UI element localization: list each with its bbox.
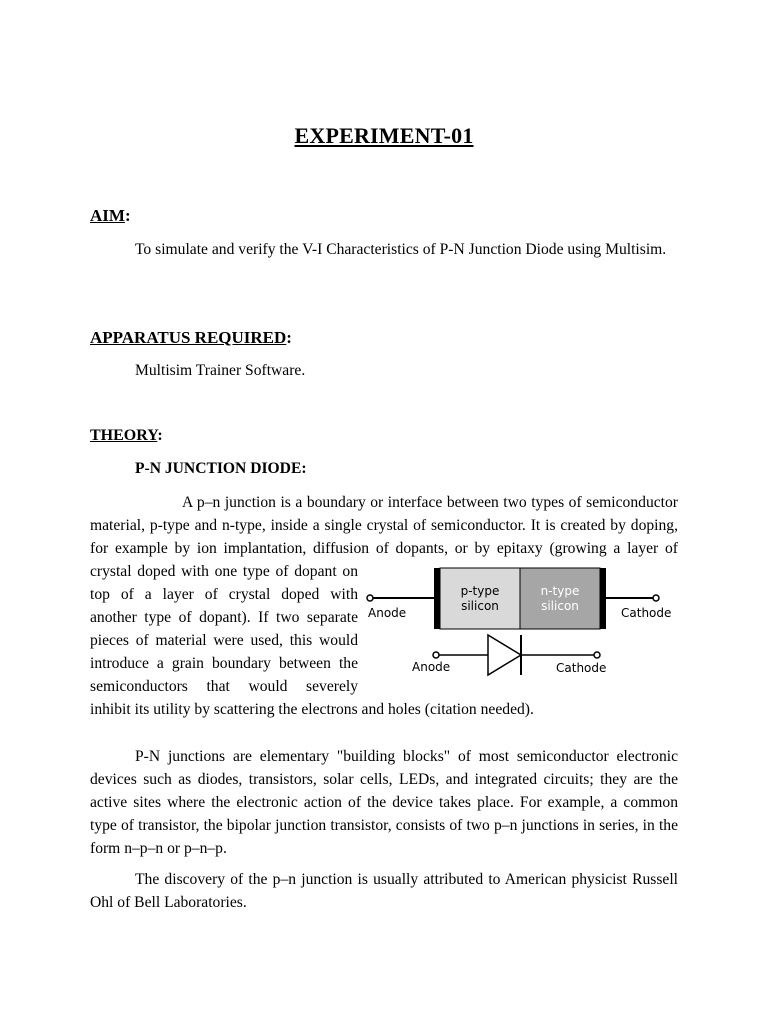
apparatus-heading-text: APPARATUS REQUIRED (90, 328, 287, 347)
pn-junction-diagram (366, 560, 678, 690)
theory-paragraph-1-text: A p–n junction is a boundary or interface between two types of semiconductor material, p-type and n-type, inside a single crystal of semiconductor. It is created by doping, for example by ion implantation, diffusion of dopants, or by epitaxy (growing a layer of crystal doped with one type of dopant on top of a layer of crystal doped with another type of dopant). If two separate pieces of material were used, this would introduce a grain boundary between the semiconductors that would severely inhibit its utility by scattering the electrons and holes (citation needed). (90, 494, 678, 718)
apparatus-heading-colon: : (286, 328, 292, 347)
anode-contact (434, 568, 440, 629)
n-type-label-2: silicon (541, 599, 579, 613)
page-title: EXPERIMENT-01 (294, 123, 474, 148)
pn-junction-subheading: P-N JUNCTION DIODE: (135, 460, 307, 477)
apparatus-text: Multisim Trainer Software. (135, 362, 306, 379)
theory-paragraph-3: The discovery of the p–n junction is usually attributed to American physicist Russell Ohl of Bell Laboratories. (90, 871, 678, 911)
cathode-label-bottom: Cathode (556, 661, 607, 675)
diode-triangle (488, 635, 521, 675)
cathode-terminal-top (653, 595, 659, 601)
theory-heading (90, 427, 163, 445)
cathode-terminal-bottom (594, 652, 600, 658)
pn-junction-svg (366, 560, 678, 690)
theory-heading-colon: : (157, 427, 163, 444)
anode-label-bottom: Anode (412, 660, 451, 674)
theory-heading-text: THEORY (90, 427, 158, 444)
p-type-label-1: p-type (460, 584, 500, 598)
aim-heading (90, 206, 131, 226)
p-type-label-2: silicon (461, 599, 499, 613)
aim-text: To simulate and verify the V-I Characteristics of P-N Junction Diode using Multisim. (135, 241, 667, 258)
anode-label-top: Anode (368, 606, 407, 620)
cathode-contact (600, 568, 606, 629)
n-type-label-1: n-type (540, 584, 580, 598)
cathode-label-top: Cathode (621, 606, 672, 620)
anode-terminal-bottom (433, 652, 439, 658)
apparatus-heading (90, 328, 292, 348)
document-page (90, 0, 678, 1024)
anode-terminal-top (367, 595, 373, 601)
theory-paragraph-2: P-N junctions are elementary "building blocks" of most semiconductor electronic devices such as diodes, transistors, solar cells, LEDs, and integrated circuits; they are the active sites where the electronic action of the device takes place. For example, a common type of transistor, the bipolar junction transistor, consists of two p–n junctions in series, in the form n–p–n or p–n–p. (90, 748, 678, 857)
aim-heading-colon: : (124, 206, 131, 225)
aim-heading-text: AIM (90, 206, 125, 225)
